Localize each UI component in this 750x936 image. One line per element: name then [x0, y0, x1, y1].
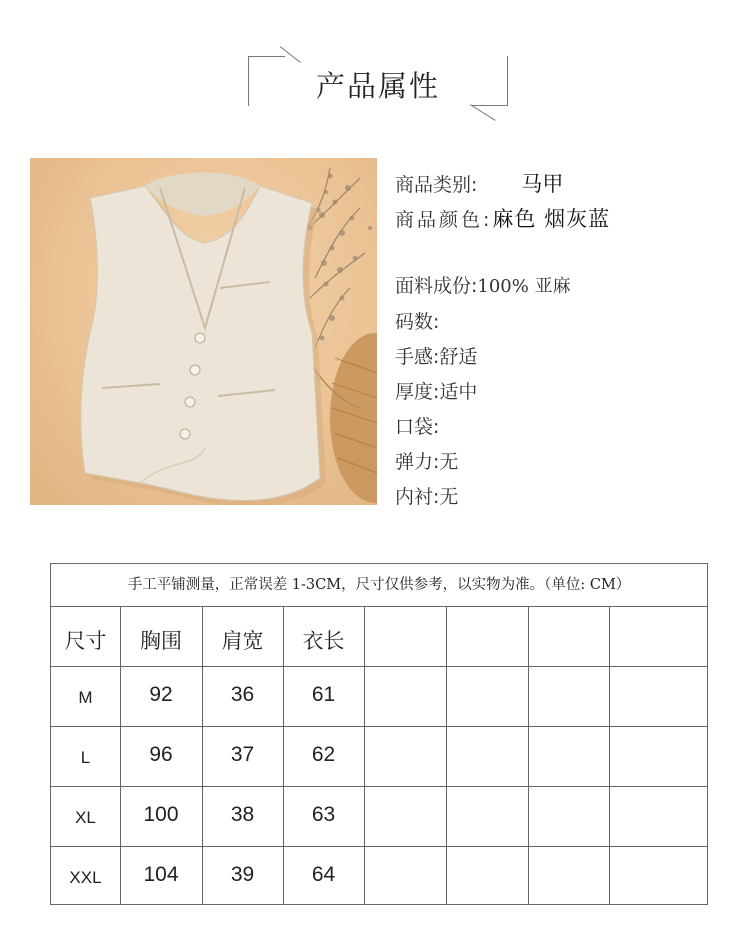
size-label: L — [80, 748, 91, 767]
grid-line — [528, 607, 529, 904]
page-title: 产品属性 — [315, 69, 440, 103]
header-shoulder: 肩宽 — [221, 629, 264, 653]
attr-size — [395, 307, 439, 334]
attr-value: 适中 — [439, 381, 478, 403]
chest-value: 100 — [143, 803, 179, 826]
attr-label: 口袋: — [395, 416, 440, 438]
attr-category — [395, 168, 563, 198]
attr-value: 无 — [439, 486, 459, 508]
title-decoration-line — [470, 104, 496, 121]
attr-value: 麻色 烟灰蓝 — [492, 207, 611, 231]
title-frame — [248, 56, 508, 106]
grid-line — [446, 607, 447, 904]
attr-label: 厚度: — [395, 381, 440, 403]
attr-label: 手感: — [395, 346, 440, 368]
attr-fabric — [395, 271, 571, 298]
header-length: 衣长 — [302, 629, 345, 653]
length-value: 61 — [311, 683, 336, 706]
measurement-note: 手工平铺测量，正常误差 1-3CM，尺寸仅供参考，以实物为准。（单位: CM） — [51, 564, 707, 607]
attr-label: 弹力: — [395, 451, 440, 473]
attr-label: 内衬: — [395, 486, 440, 508]
header-chest: 胸围 — [140, 629, 182, 653]
shoulder-value: 38 — [230, 803, 255, 826]
attr-color — [395, 203, 610, 233]
size-label: XL — [75, 808, 96, 827]
grid-line — [364, 607, 365, 904]
attr-label: 面料成份: — [395, 275, 478, 297]
attr-label: 商品颜色: — [395, 209, 493, 231]
linen-vest-illustration — [30, 158, 377, 505]
chest-value: 92 — [149, 683, 173, 706]
grid-line — [51, 846, 707, 847]
attr-value: 100% 亚麻 — [477, 276, 571, 297]
length-value: 64 — [311, 863, 336, 886]
size-label: M — [78, 688, 93, 707]
shoulder-value: 39 — [230, 863, 255, 886]
chest-value: 104 — [143, 863, 179, 886]
header-size: 尺寸 — [64, 629, 107, 653]
attr-pocket — [395, 412, 439, 439]
attr-label: 码数: — [395, 311, 440, 333]
product-photo — [30, 158, 377, 505]
attr-value: 马甲 — [521, 172, 564, 196]
grid-line — [51, 786, 707, 787]
attr-thickness — [395, 377, 477, 404]
size-grid — [51, 607, 707, 904]
shoulder-value: 36 — [230, 683, 255, 706]
attr-feel — [395, 342, 477, 369]
shoulder-value: 37 — [230, 743, 255, 766]
length-value: 62 — [311, 743, 336, 766]
grid-line — [609, 607, 610, 904]
attr-value: 舒适 — [439, 346, 478, 368]
length-value: 63 — [311, 803, 336, 826]
attr-elasticity — [395, 447, 458, 474]
size-table — [50, 563, 708, 905]
chest-value: 96 — [149, 743, 173, 766]
attr-lining — [395, 482, 458, 509]
attr-value: 无 — [439, 451, 459, 473]
grid-line — [51, 726, 707, 727]
grid-line — [51, 666, 707, 667]
attr-label: 商品类别: — [395, 174, 478, 196]
size-label: XXL — [69, 868, 102, 887]
